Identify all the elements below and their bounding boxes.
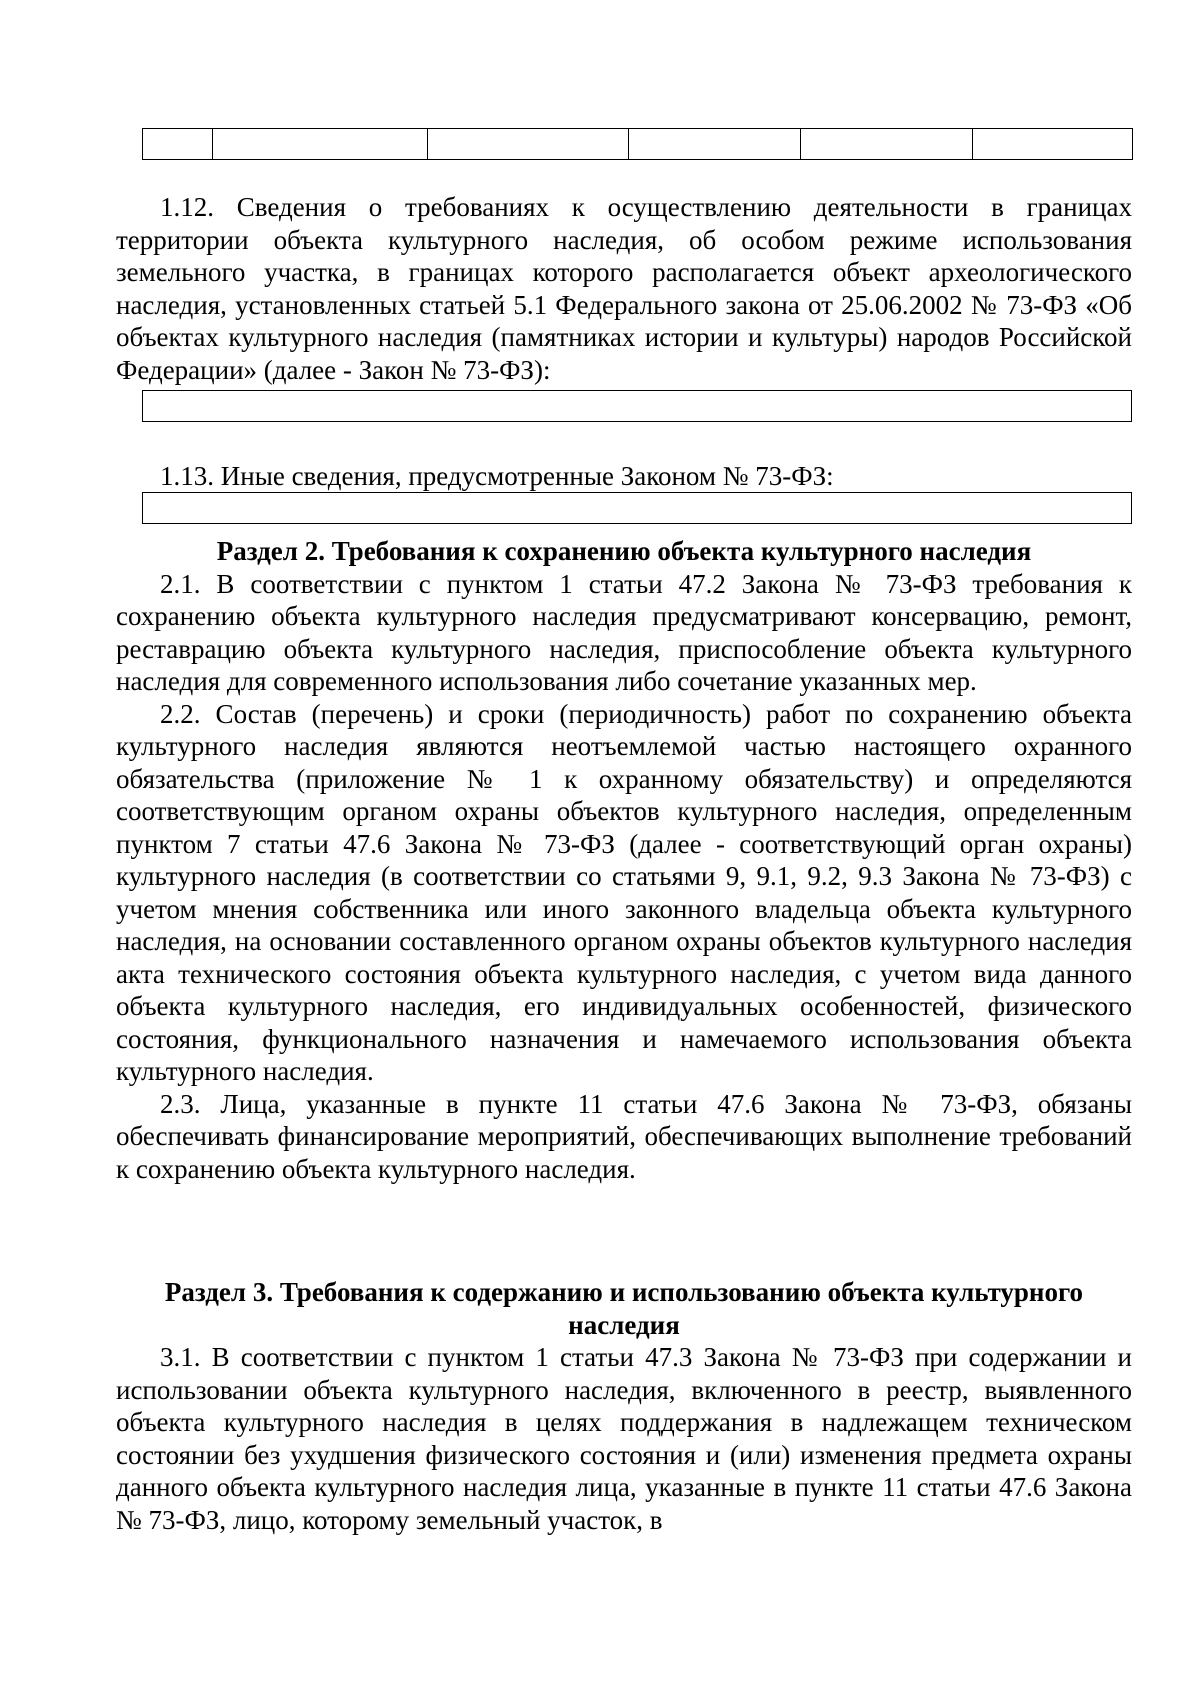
table-cell <box>143 129 213 160</box>
paragraph-2-1: 2.1. В соответствии с пунктом 1 статьи 47.2 Закона № 73-ФЗ требования к сохранению объекта культурного наследия предусматривают консервацию, ремонт, реставрацию объекта культурного наследия, приспособление объекта культурного наследия для современного использования либо сочетание указанных мер. <box>116 568 1132 696</box>
section-3 <box>116 1276 1132 1536</box>
paragraph-1-12: 1.12. Сведения о требованиях к осуществлению деятельности в границах территории объекта культурного наследия, об особом режиме использования земельного участка, в границах которого располагается объект археологического наследия, установленных статьей 5.1 Федерального закона от 25.06.2002 № 73-ФЗ «Об объектах культурного наследия (памятниках истории и культуры) народов Российской Федерации» (далее - Закон № 73-ФЗ): <box>116 192 1132 385</box>
paragraph-3-1: 3.1. В соответствии с пунктом 1 статьи 47.3 Закона № 73-ФЗ при содержании и использовании объекта культурного наследия, включенного в реестр, выявленного объекта культурного наследия в целях поддержания в надлежащем техническом состоянии без ухудшения физического состояния и (или) изменения предмета охраны данного объекта культурного наследия лица, указанные в пункте 11 статьи 47.6 Закона № 73-ФЗ, лицо, которому земельный участок, в <box>116 1342 1132 1535</box>
table-cell <box>213 129 428 160</box>
section-2-heading: Раздел 2. Требования к сохранению объекта культурного наследия <box>216 536 1032 566</box>
field-box-1-13 <box>142 492 1132 524</box>
table-cell <box>973 129 1133 160</box>
table-cell <box>629 129 801 160</box>
section-2 <box>116 535 1132 1185</box>
table-row <box>143 129 1133 160</box>
table-cell <box>801 129 973 160</box>
paragraph-1-13: 1.13. Иные сведения, предусмотренные Законом № 73-ФЗ: <box>160 461 834 491</box>
top-table <box>142 128 1133 160</box>
section-1-12 <box>116 191 1132 386</box>
section-3-heading: Раздел 3. Требования к содержанию и использованию объекта культурного наследия <box>164 1277 1084 1340</box>
section-1-13 <box>116 460 1132 493</box>
paragraph-2-2: 2.2. Состав (перечень) и сроки (периодичность) работ по сохранению объекта культурного наследия являются неотъемлемой частью настоящего охранного обязательства (приложение № 1 к охранному обязательству) и определяются соответствующим органом охраны объектов культурного наследия, определенным пунктом 7 статьи 47.6 Закона № 73-ФЗ (далее - соответствующий орган охраны) культурного наследия (в соответствии со статьями 9, 9.1, 9.2, 9.3 Закона № 73-ФЗ) с учетом мнения собственника или иного законного владельца объекта культурного наследия, на основании составленного органом охраны объектов культурного наследия акта технического состояния объекта культурного наследия, с учетом вида данного объекта культурного наследия, его индивидуальных особенностей, физического состояния, функционального назначения и намечаемого использования объекта культурного наследия. <box>116 698 1132 1086</box>
paragraph-2-3: 2.3. Лица, указанные в пункте 11 статьи 47.6 Закона № 73-ФЗ, обязаны обеспечивать финансирование мероприятий, обеспечивающих выполнение требований к сохранению объекта культурного наследия. <box>116 1088 1132 1184</box>
field-box-1-12 <box>142 390 1132 422</box>
table-cell <box>428 129 629 160</box>
